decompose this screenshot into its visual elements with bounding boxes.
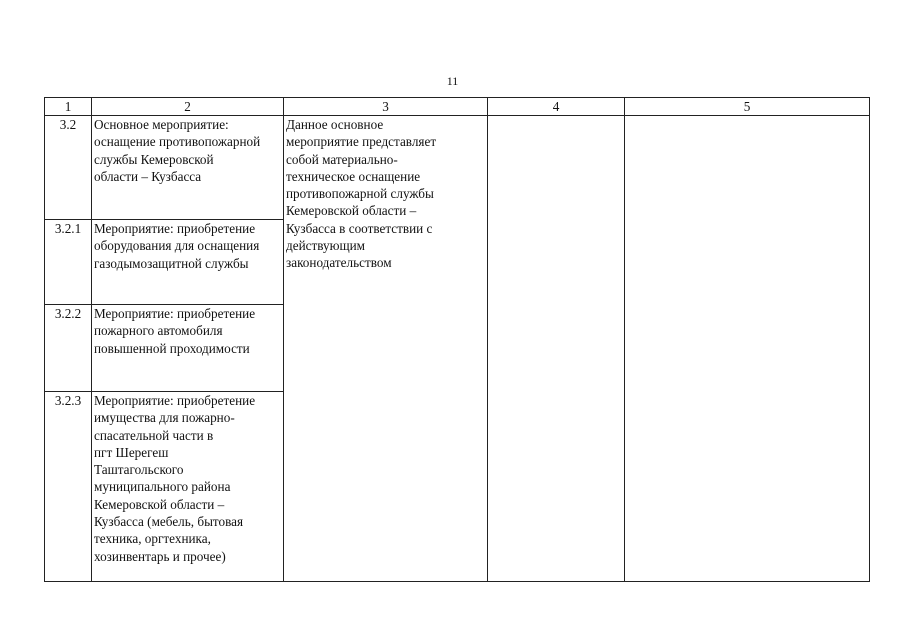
column-header-1: 1 bbox=[45, 98, 92, 116]
table-row bbox=[45, 116, 870, 220]
activity-name: Мероприятие: приобретение пожарного автомобиля повышенной проходимости bbox=[92, 305, 284, 392]
row-number: 3.2.1 bbox=[45, 220, 92, 305]
column-4-cell bbox=[488, 116, 625, 582]
row-number: 3.2 bbox=[45, 116, 92, 220]
activity-name: Мероприятие: приобретение оборудования для оснащения газодымозащитной службы bbox=[92, 220, 284, 305]
activity-description: Данное основное мероприятие представляет собой материально- техническое оснащение противопожарной службы Кемеровской области – Кузбасса в соответствии с действующим законодательством bbox=[284, 116, 488, 582]
column-header-2: 2 bbox=[92, 98, 284, 116]
activities-table bbox=[44, 97, 870, 582]
column-header-5: 5 bbox=[625, 98, 870, 116]
activity-name: Основное мероприятие: оснащение противопожарной службы Кемеровской области – Кузбасса bbox=[92, 116, 284, 220]
activity-name: Мероприятие: приобретение имущества для пожарно- спасательной части в пгт Шерегеш Таштагольского муниципального района Кемеровской области – Кузбасса (мебель, бытовая техника, оргтехника, хозинвентарь и прочее) bbox=[92, 392, 284, 582]
row-number: 3.2.3 bbox=[45, 392, 92, 582]
column-header-4: 4 bbox=[488, 98, 625, 116]
column-5-cell bbox=[625, 116, 870, 582]
column-header-3: 3 bbox=[284, 98, 488, 116]
row-number: 3.2.2 bbox=[45, 305, 92, 392]
page-number: 11 bbox=[446, 74, 459, 88]
table-header-row bbox=[45, 98, 870, 116]
